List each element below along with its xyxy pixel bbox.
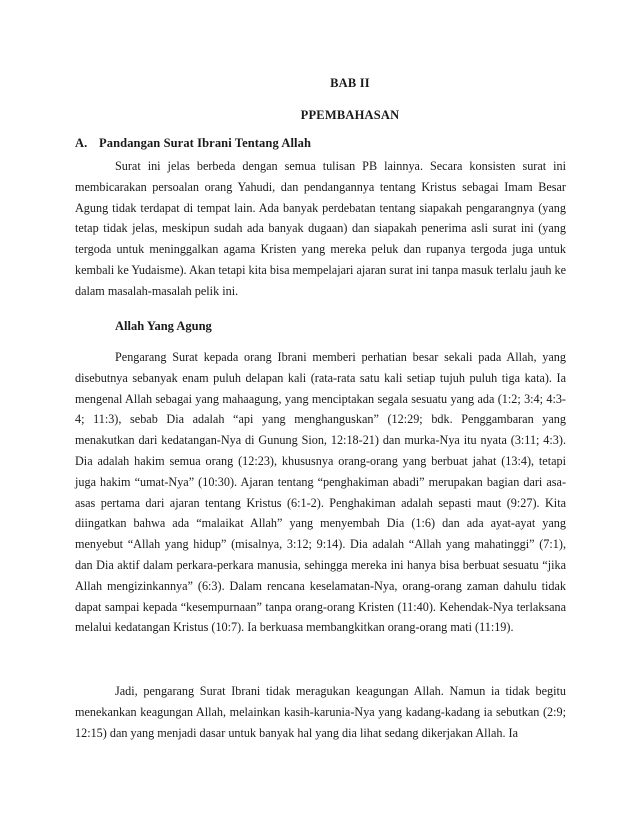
- chapter-title: PPEMBAHASAN: [300, 108, 400, 122]
- section-letter: A.: [75, 136, 88, 150]
- paragraph-conclusion: Jadi, pengarang Surat Ibrani tidak meragukan keagungan Allah. Namun ia tidak begitu menekankan keagungan Allah, melainkan kasih-karunia-Nya yang kadang-kadang ia sebutkan (2:9; 12:15) dan yang menjadi dasar untuk banyak hal yang dia lihat sedang dikerjakan Allah. Ia: [75, 684, 566, 740]
- paragraph-allah-agung: Pengarang Surat kepada orang Ibrani memberi perhatian besar sekali pada Allah, yang disebutnya sebanyak enam puluh delapan kali (rata-rata satu kali setiap tujuh puluh tiga kata). Ia mengenal Allah sebagai yang mahaagung, yang menciptakan segala sesuatu yang ada (1:2; 3:4; 4:3-4; 11:3), sebab Dia adalah “api yang menghanguskan” (12:29; bdk. Penggambaran yang menakutkan dari kedatangan-Nya di Gunung Sion, 12:18-21) dan murka-Nya itu nyata (3:11; 4:3). Dia adalah hakim semua orang (12:23), khususnya orang-orang yang berbuat jahat (13:4), tetapi juga hakim “umat-Nya” (10:30). Ajaran tentang “penghakiman abadi” merupakan bagian dari asa-asas pertama dari ajaran tentang Kristus (6:1-2). Penghakiman adalah sepasti maut (9:27). Kita diingatkan bahwa ada “malaikat Allah” yang menyembah Dia (1:6) dan ada ayat-ayat yang menyebut “Allah yang hidup” (misalnya, 3:12; 9:14). Dia adalah “Allah yang mahatinggi” (7:1), dan Dia aktif dalam perkara-perkara manusia, sehingga mereka ini hanya bisa berbuat sesuatu “jika Allah mengizinkannya” (6:3). Dalam rencana keselamatan-Nya, orang-orang zaman dahulu tidak dapat sampai kepada “kesempurnaan” tanpa orang-orang Kristen (11:40). Kehendak-Nya terlaksana melalui kedatangan Kristus (10:7). Ia berkuasa membangkitkan orang-orang mati (11:19).: [75, 350, 566, 635]
- paragraph-intro: Surat ini jelas berbeda dengan semua tulisan PB lainnya. Secara konsisten surat ini membicarakan persoalan orang Yahudi, dan pendangannya tentang Kristus sebagai Imam Besar Agung tidak terdapat di tempat lain. Ada banyak perdebatan tentang siapakah pengarangnya (yang tetap tidak jelas, meskipun sudah ada banyak dugaan) dan siapakah penerima asli surat ini (yang tergoda untuk meninggalkan agama Kristen yang mereka peluk dan rupanya tergoda juga untuk kembali ke Yudaisme). Akan tetapi kita bisa mempelajari ajaran surat ini tanpa masuk terlalu jauh ke dalam masalah-masalah pelik ini.: [75, 159, 566, 298]
- section-heading: [75, 136, 311, 151]
- section-title: Pandangan Surat Ibrani Tentang Allah: [99, 136, 312, 150]
- chapter-number: BAB II: [330, 76, 370, 90]
- subheading-allah-yang-agung: Allah Yang Agung: [115, 319, 212, 333]
